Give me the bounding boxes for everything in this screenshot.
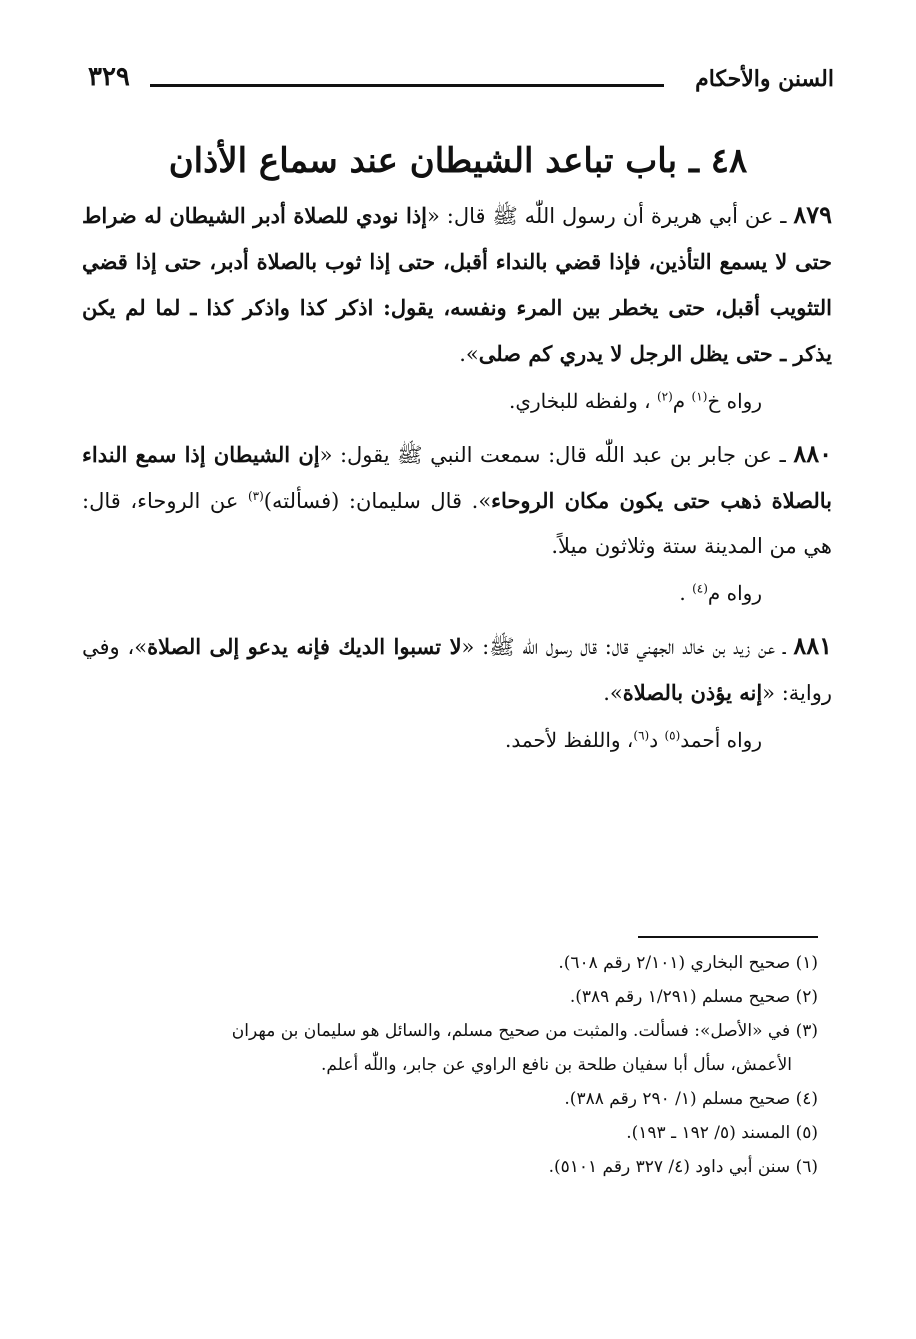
riwaya-suffix: ، ولفظه للبخاري. [509,389,657,413]
footnotes [86,946,818,1184]
riwaya-881 [82,718,832,762]
chapter-heading: ٤٨ ـ باب تباعد الشيطان عند سماع الأذان [168,140,748,181]
hadith-number: ٨٧٩ [793,200,832,229]
riwaya-879 [82,379,832,423]
footnote-ref: (٤) [692,581,708,596]
page-number: ٣٢٩ [88,62,130,92]
riwaya-suffix: ، واللفظ لأحمد. [504,728,634,752]
hadith-mid: »، وفي رواية: « [82,635,832,705]
hadith-intro: ـ عن زيد بن خالد الجهني قال: قال رسول اللّٰه ﷺ: « [461,635,794,659]
hadith-880 [82,431,832,569]
hadith-close: ». [459,342,479,366]
running-header [88,62,834,102]
footnote-ref: (٦) [633,728,650,743]
footnote-3: (٣) في «الأصل»: فسألت. والمثبت من صحيح مسلم، والسائل هو سليمان بن مهران [231,1021,818,1041]
hadith-matn: لا تسبوا الديك فإنه يدعو إلى الصلاة [147,634,462,659]
footnote-ref: (٣) [247,489,264,503]
hadith-number: ٨٨١ [793,631,833,660]
hadith-number: ٨٨٠ [793,439,832,468]
footnote-4: (٤) صحيح مسلم (١/ ٢٩٠ رقم ٣٨٨). [564,1089,818,1109]
hadith-879 [82,192,832,377]
hadith-881 [82,623,832,716]
hadith-close: ». [603,681,623,705]
hadith-matn: إذا نودي للصلاة أدبر الشيطان له ضراط حتى لا يسمع التأذين، فإذا قضي بالنداء أقبل، حتى إذا ثوب بالصلاة أدبر، حتى إذا قضي التثويب أقبل، حتى يخطر بين المرء ونفسه، يقول: اذكر كذا واذكر كذا ـ لما لم يكن يذكر ـ حتى يظل الرجل لا يدري كم صلى [82,203,832,366]
header-rule [150,84,664,87]
footnote-5: (٥) المسند (٥/ ١٩٢ ـ ١٩٣). [626,1123,818,1143]
footnote-ref: (٢) [656,389,673,404]
riwaya-prefix: رواه م [707,581,762,605]
riwaya-mid: م [672,389,692,413]
riwaya-mid: د [649,728,665,752]
footnote-3-continuation: الأعمش، سأل أبا سفيان طلحة بن نافع الراوي عن جابر، واللّٰه أعلم. [320,1055,792,1075]
hadith-intro: ـ عن جابر بن عبد اللّٰه قال: سمعت النبي ﷺ يقول: « [319,443,794,467]
book-title: السنن والأحكام [695,66,834,92]
body-text [82,192,832,770]
riwaya-880 [82,571,832,615]
riwaya-prefix: رواه خ [707,389,762,413]
hadith-matn-alt: إنه يؤذن بالصلاة [622,680,763,705]
riwaya-prefix: رواه أحمد [680,728,762,752]
riwaya-suffix: . [679,581,693,605]
footnote-1: (١) صحيح البخاري (٢/١٠١ رقم ٦٠٨). [558,953,818,973]
footnote-2: (٢) صحيح مسلم (١/٢٩١ رقم ٣٨٩). [569,987,818,1007]
hadith-close: ». قال سليمان: (فسألته) [263,489,492,513]
hadith-matn: إن الشيطان إذا سمع النداء بالصلاة ذهب حتى يكون مكان الروحاء [82,442,832,513]
hadith-intro: ـ عن أبي هريرة أن رسول اللّٰه ﷺ قال: « [427,204,794,228]
hadith-tail: عن الروحاء، قال: هي من المدينة ستة وثلاثون ميلاً. [82,489,832,558]
footnote-ref: (٥) [664,728,681,743]
footnote-6: (٦) سنن أبي داود (٤/ ٣٢٧ رقم ٥١٠١). [548,1157,818,1177]
footnote-separator [638,936,818,938]
footnote-ref: (١) [691,389,708,404]
